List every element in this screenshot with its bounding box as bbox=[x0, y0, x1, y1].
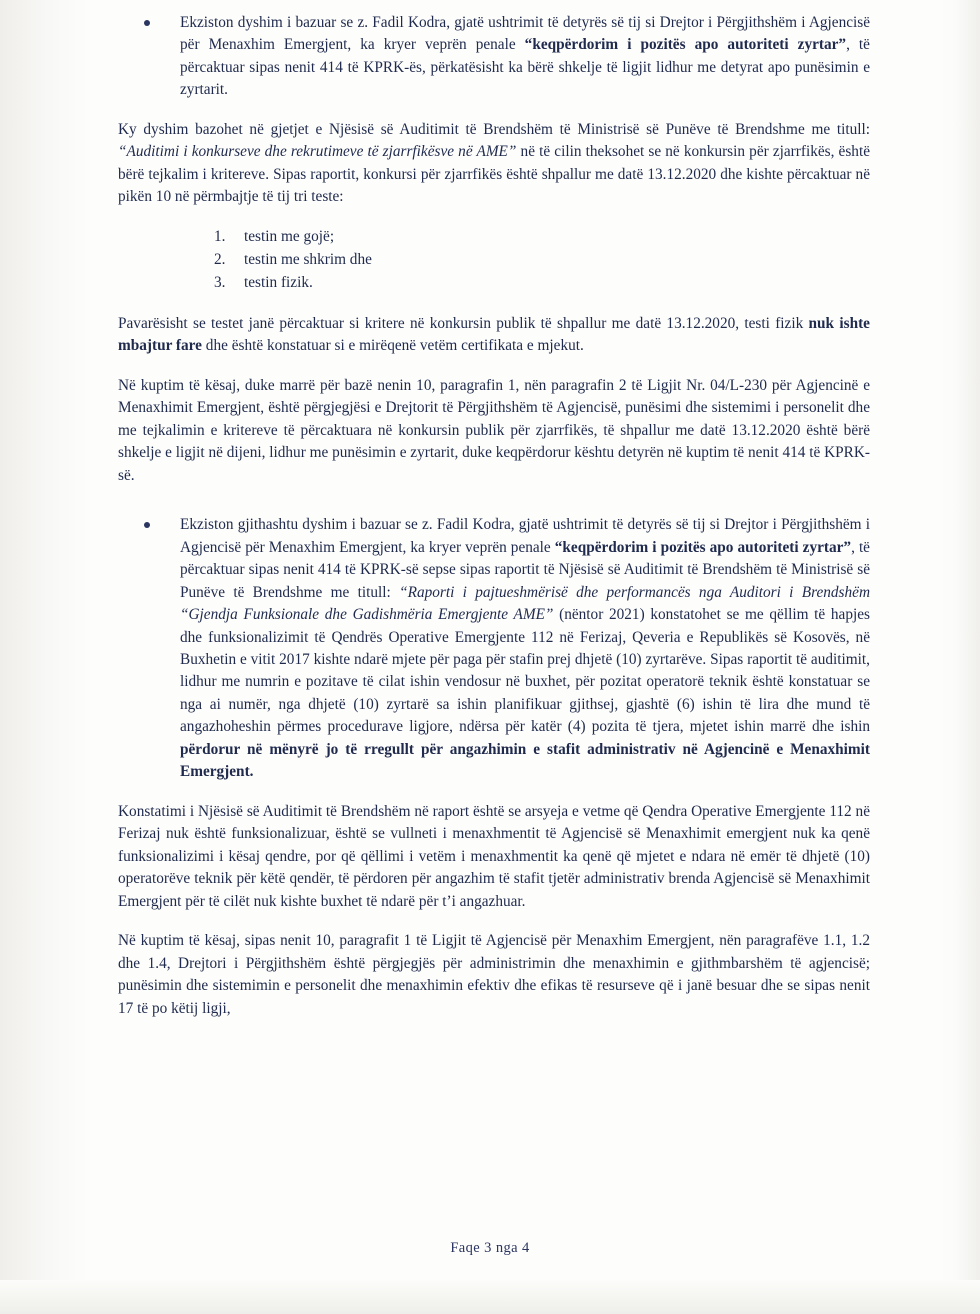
bullet-paragraph-1 bbox=[118, 12, 870, 102]
bullet-paragraph-2 bbox=[118, 514, 870, 784]
scan-edge-left bbox=[0, 0, 88, 1314]
spacer bbox=[118, 504, 870, 514]
list-item-number: 3. bbox=[214, 273, 226, 291]
paragraph-text: Ky dyshim bazohet në gjetjet e Njësisë së Auditimit të Brendshëm të Ministrisë së Punëve të Brendshme me titull: “Auditimi i konkurseve dhe rekrutimeve të zjarrfikësve në AME” në të cilin theksohet se në konkursin për zjarrfikës, është bërë tejkalim i kritereve. Sipas raportit, konkursi për zjarrfikës është shpallur me datë 13.12.2020 dhe kishte përcaktuar në pikën 10 në përmbajtje të tij tri teste: bbox=[118, 120, 870, 206]
paragraph-text: Në kuptim të kësaj, duke marrë për bazë nenin 10, paragrafin 1, nën paragrafin 2 të Ligjit Nr. 04/L-230 për Agjencinë e Menaxhimit Emergjent, është përgjegjësi e Drejtorit të Përgjithshëm të Agjencisë, punësimi dhe sistemimi i personelit dhe me tejkalimin e kritereve të përcaktuara në konkursin publik për zjarrfikës, të shpallur me datë 13.12.2020 është bërë shkelje e ligjit në dijeni, lidhur me punësimin e zyrtarit, duke keqpërdorur kështu detyrën në kuptim të nenit 414 të KPRK-së. bbox=[118, 376, 870, 484]
list-item bbox=[118, 272, 870, 295]
paragraph-text: Ekziston dyshim i bazuar se z. Fadil Kodra, gjatë ushtrimit të detyrës së tij si Drejtor i Përgjithshëm i Agjencisë për Menaxhim Emergjent, ka kryer veprën penale “keqpërdorim i pozitës apo autoriteti zyrtar”, të përcaktuar sipas nenit 414 të KPRK-ës, përkatësisht ka bërë shkelje të ligjit lidhur me detyrat apo punësimin e zyrtarit. bbox=[180, 14, 870, 99]
paragraph-text: Pavarësisht se testet janë përcaktuar si kritere në konkursin publik të shpallur me datë 13.12.2020, testi fizik nuk ishte mbajtur fare dhe është konstatuar si e mirëqenë vetëm certifikata e mjekut. bbox=[118, 314, 870, 355]
list-item bbox=[118, 226, 870, 249]
paragraph-3 bbox=[118, 313, 870, 358]
paragraph-text: Në kuptim të kësaj, sipas nenit 10, paragrafit 1 të Ligjit të Agjencisë për Menaxhim Emergjent, nën paragrafëve 1.1, 1.2 dhe 1.4, Drejtori i Përgjithshëm është përgjegjës për administrimin dhe menaxhimin e gjithmbarshëm të agjencisë; punësimin dhe sistemimin e personelit dhe menaxhimin efektiv dhe efikas të resurseve që i janë besuar dhe se sipas nenit 17 të po këtij ligji, bbox=[118, 932, 870, 1017]
list-item bbox=[118, 249, 870, 272]
list-item-label: testin fizik. bbox=[244, 273, 313, 291]
paragraph-4 bbox=[118, 375, 870, 487]
list-item-label: testin me shkrim dhe bbox=[244, 250, 372, 268]
paragraph-2 bbox=[118, 119, 870, 209]
bullet-dot-icon bbox=[144, 20, 150, 26]
page-footer: Faqe 3 nga 4 bbox=[450, 1240, 530, 1256]
list-item-number: 1. bbox=[214, 227, 226, 245]
paragraph-5 bbox=[118, 801, 870, 913]
scan-edge-right bbox=[940, 0, 980, 1314]
test-list bbox=[118, 226, 870, 295]
list-item-number: 2. bbox=[214, 250, 226, 268]
bullet-dot-icon bbox=[144, 522, 150, 528]
paragraph-text: Konstatimi i Njësisë së Auditimit të Brendshëm në raport është se arsyeja e vetme që Qendra Operative Emergjente 112 në Ferizaj nuk është funksionalizuar, është se vullneti i menaxhmentit të Agjencisë së Menaxhimit emergjent nuk ka qenë funksionalizimi i kësaj qendre, por që qëllimi i vetëm i menaxhmentit ka qenë që mjetet e ndara në emër të dhjetë (10) operatorëve teknik për këtë qendër, të përdoren për angazhim të stafit tjetër administrativ brenda Agjencisë së Menaxhimit Emergjent për të cilët nuk kishte buxhet të ndarë për t’i angazhuar. bbox=[118, 802, 870, 910]
list-item-label: testin me gojë; bbox=[244, 227, 335, 245]
paragraph-text: Ekziston gjithashtu dyshim i bazuar se z. Fadil Kodra, gjatë ushtrimit të detyrës së tij si Drejtor i Përgjithshëm i Agjencisë për Menaxhim Emergjent, ka kryer veprën penale “keqpërdorim i pozitës apo autoriteti zyrtar”, të përcaktuar sipas nenit 414 të KPRK-së sepse sipas raportit të Njësisë së Auditimit të Brendshëm të Ministrisë së Punëve të Brendshme me titull: “Raporti i pajtueshmërisë dhe performancës nga Auditori i Brendshëm “Gjendja Funksionale dhe Gadishmëria Emergjente AME” (nëntor 2021) konstatohet se me qëllim të hapjes dhe funksionalizimit të Qendrës Operative Emergjente 112 në Ferizaj, Qeveria e Republikës së Kosovës, në Buxhetin e vitit 2017 kishte ndarë mjete për paga për stafin prej dhjetë (10) zyrtarëve. Sipas raportit të auditimit, lidhur me numrin e pozitave të cilat ishin vendosur në buxhet, për pozitat operatorë teknik është konstatuar se nga ai numër, nga dhjetë (10) zyrtarë sa ishin planifikuar gjithsej, gjashtë (6) ishin të lira dhe mund të angazhoheshin përmes procedurave ligjore, ndërsa për katër (4) pozita të tjera, mjetet ishin marrë dhe ishin përdorur në mënyrë jo të rregullt për angazhimin e stafit administrativ në Agjencinë e Menaxhimit Emergjent. bbox=[180, 516, 870, 781]
document-body bbox=[118, 12, 870, 1037]
paragraph-6 bbox=[118, 930, 870, 1020]
scan-edge-bottom bbox=[0, 1280, 980, 1314]
